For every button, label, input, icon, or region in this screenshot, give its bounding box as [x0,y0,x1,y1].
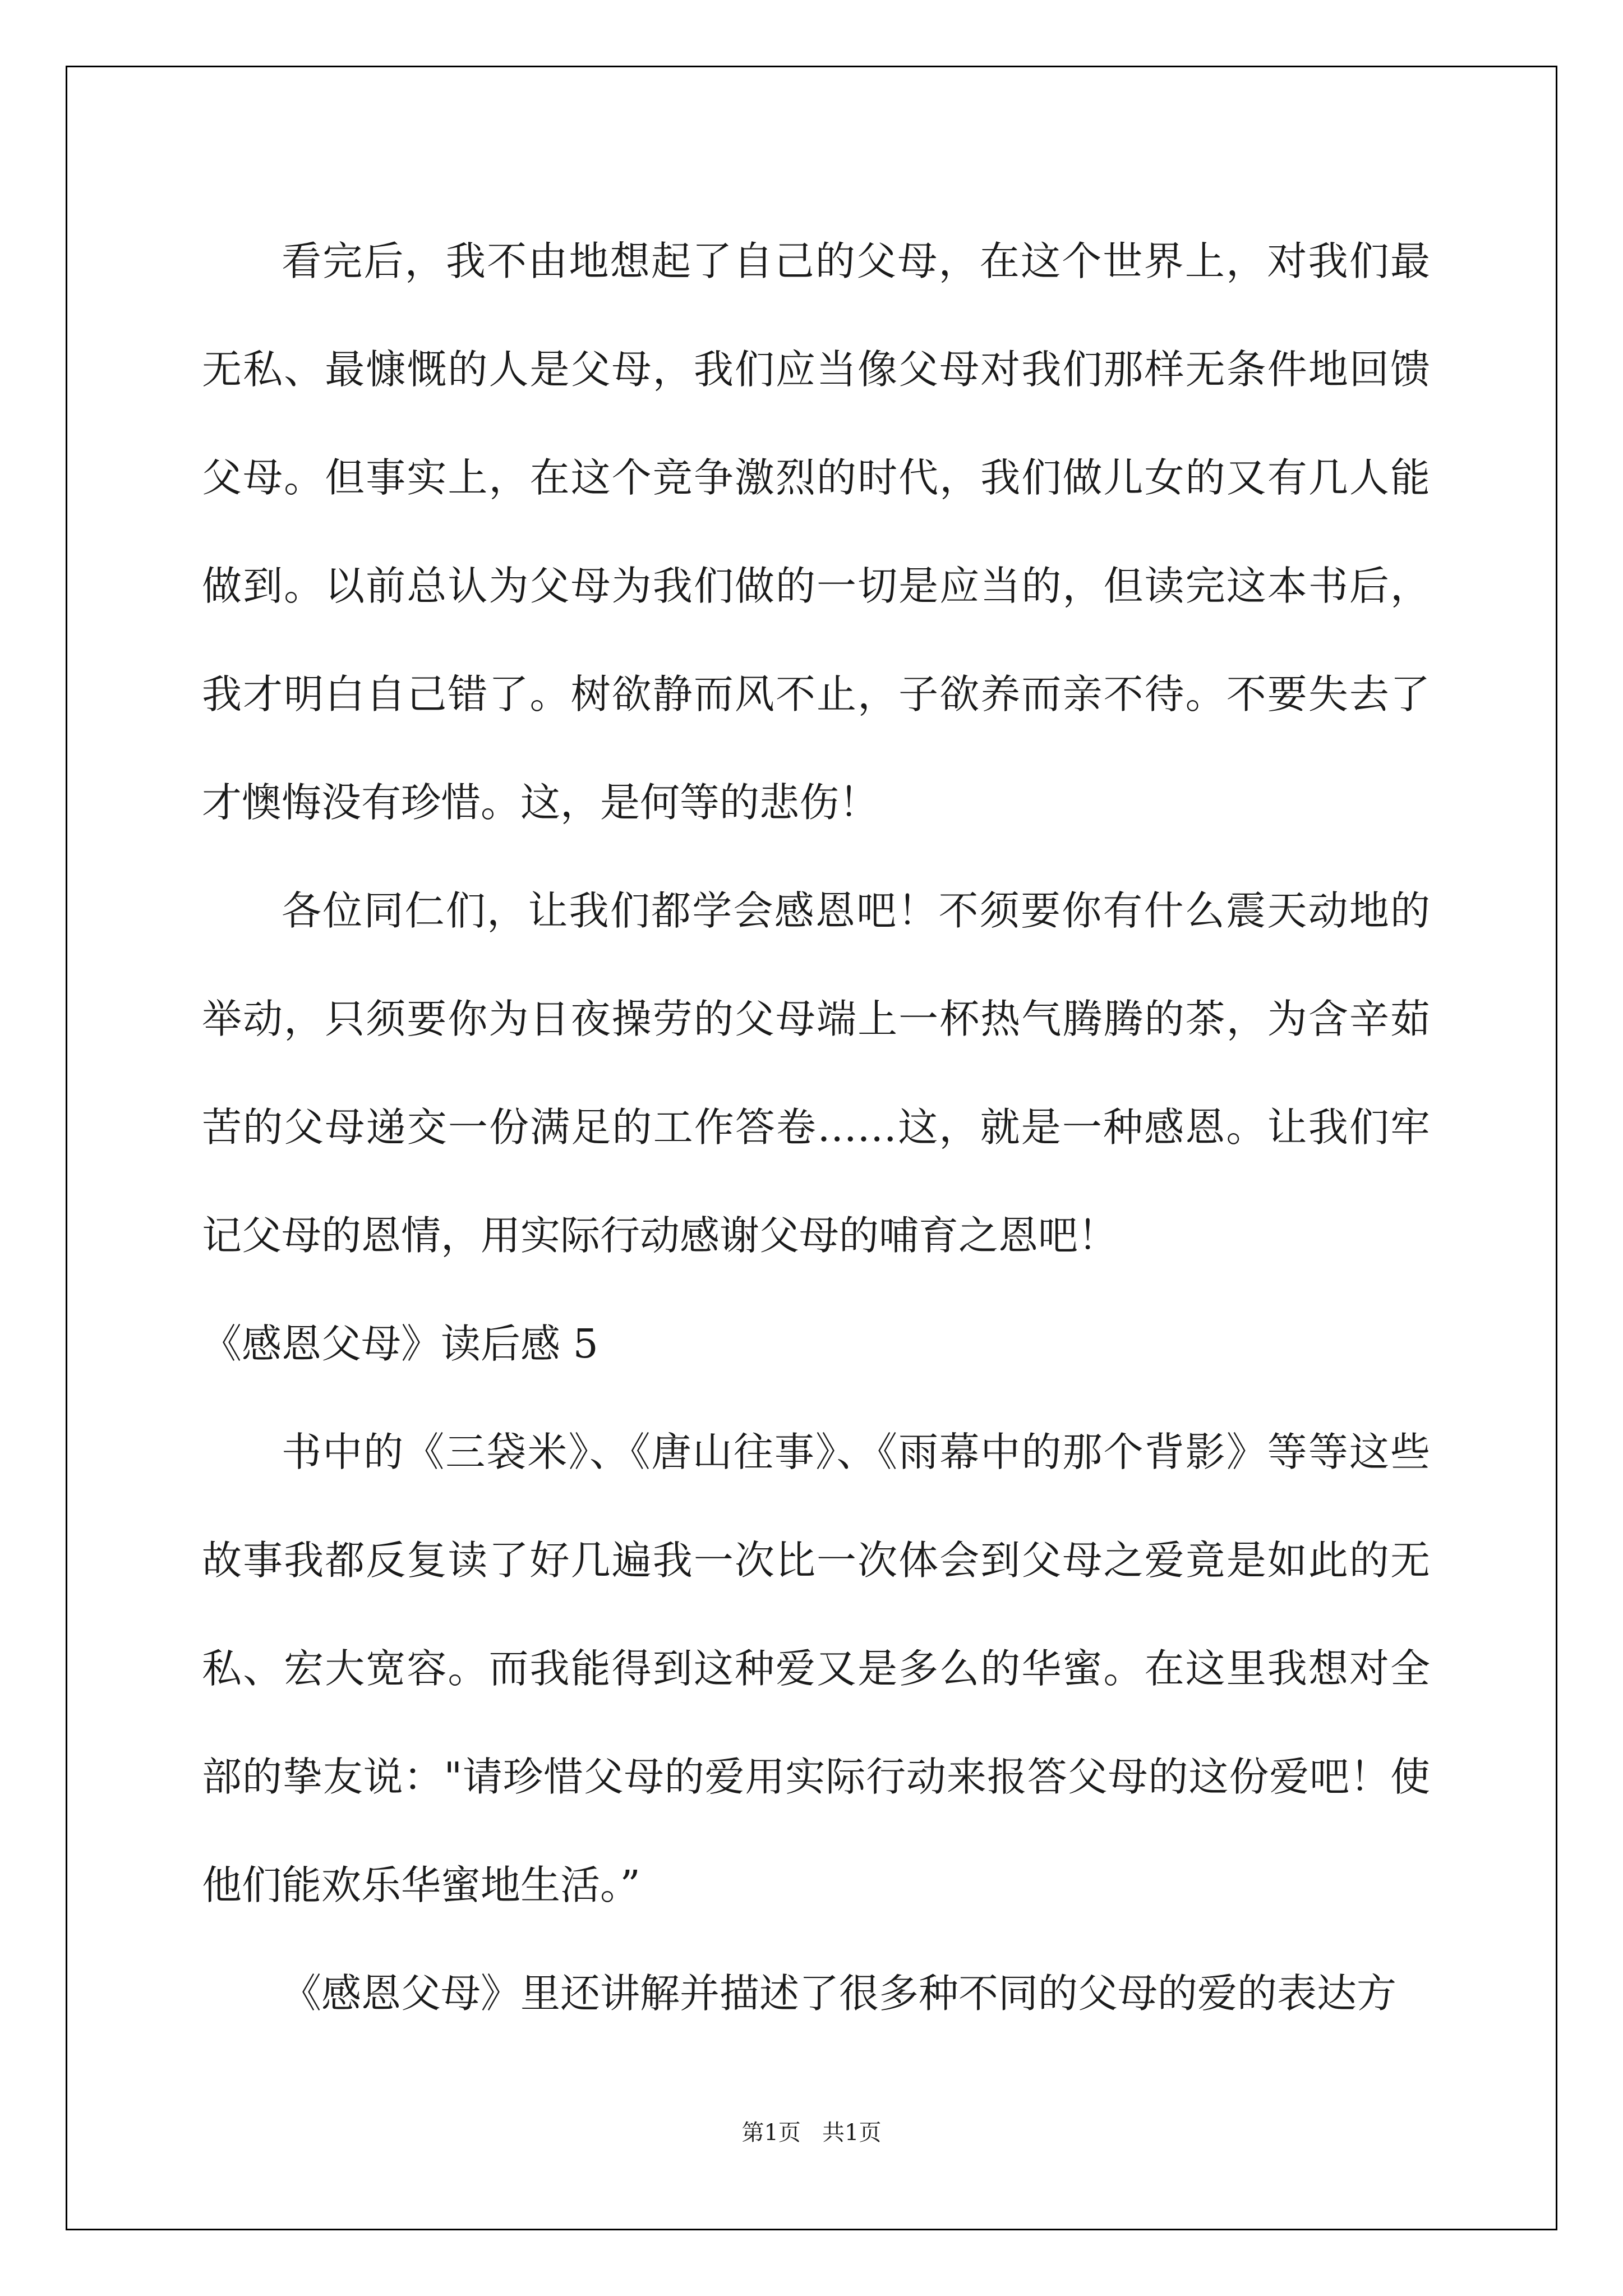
page-footer: 第1页 共1页 [741,2120,882,2146]
section-heading: 《感恩父母》读后感 5 [202,1320,598,1367]
paragraph-2: 各位同仁们，让我们都学会感恩吧！不须要你有什么震天动地的举动，只须要你为日夜操劳的父母端上一杯热气腾腾的茶，为含辛茹苦的父母递交一份满足的工作答卷……这，就是一种感恩。让我们牢记父母的恩情，用实际行动感谢父母的哺育之恩吧！ [202,887,1430,1259]
paragraph-4: 《感恩父母》里还讲解并描述了很多种不同的父母的爱的表达方 [282,1970,1397,2017]
paragraph-3: 书中的《三袋米》、《唐山往事》、《雨幕中的那个背影》等等这些故事我都反复读了好几遍我一次比一次体会到父母之爱竟是如此的无私、宏大宽容。而我能得到这种爱又是多么的华蜜。在这里我想对全部的挚友说："请珍惜父母的爱用实际行动来报答父母的这份爱吧！使他们能欢乐华蜜地生活。” [202,1429,1430,1908]
paragraph-1: 看完后，我不由地想起了自己的父母，在这个世界上，对我们最无私、最慷慨的人是父母，我们应当像父母对我们那样无条件地回馈父母。但事实上，在这个竞争激烈的时代，我们做儿女的又有几人能做到。以前总认为父母为我们做的一切是应当的，但读完这本书后，我才明白自己错了。树欲静而风不止，子欲养而亲不待。不要失去了才懊悔没有珍惜。这，是何等的悲伤！ [202,238,1430,826]
